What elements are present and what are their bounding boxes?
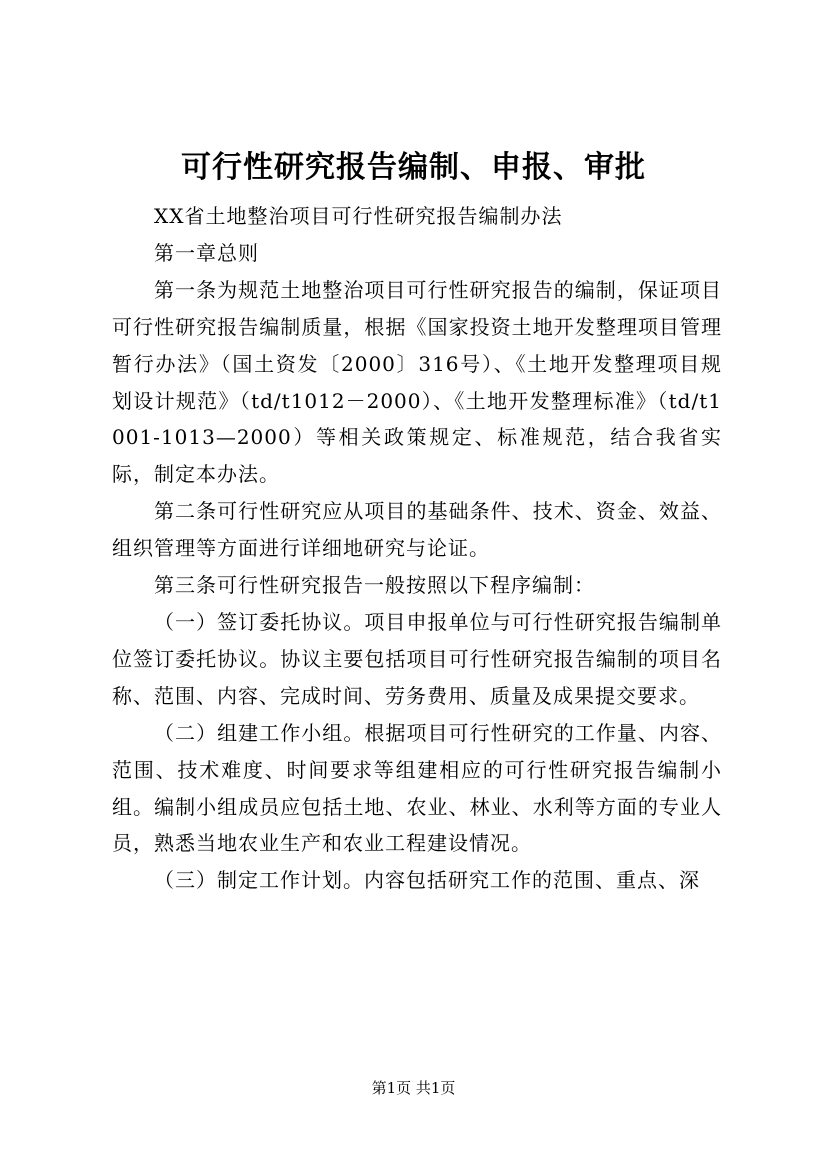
page-footer: 第1页 共1页 bbox=[371, 1079, 456, 1097]
chapter-heading: 第一章总则 bbox=[154, 240, 259, 265]
article-1-paragraph: 第一条为规范土地整治项目可行性研究报告的编制，保证项目可行性研究报告编制质量，根据《国家投资土地开发整理项目管理暂行办法》（国土资发〔2000〕316号）、《土地开发整理项目规划设计规范》（td/t1012－2000）、《土地开发整理标准》（td/t1001-1013—2000）等相关政策规定、标准规范，结合我省实际，制定本办法。 bbox=[112, 277, 722, 487]
procedure-item-2: （二）组建工作小组。根据项目可行性研究的工作量、内容、范围、技术难度、时间要求等组建相应的可行性研究报告编制小组。编制小组成员应包括土地、农业、林业、水利等方面的专业人员，熟悉当地农业生产和农业工程建设情况。 bbox=[112, 720, 722, 856]
article-2-paragraph: 第二条可行性研究应从项目的基础条件、技术、资金、效益、组织管理等方面进行详细地研究与论证。 bbox=[112, 499, 722, 561]
document-body bbox=[112, 198, 722, 899]
procedure-item-1: （一）签订委托协议。项目申报单位与可行性研究报告编制单位签订委托协议。协议主要包括项目可行性研究报告编制的项目名称、范围、内容、完成时间、劳务费用、质量及成果提交要求。 bbox=[112, 609, 722, 708]
procedure-item-3: （三）制定工作计划。内容包括研究工作的范围、重点、深 bbox=[154, 868, 700, 893]
document-title: 可行性研究报告编制、申报、审批 bbox=[181, 150, 646, 185]
document-subtitle: XX省土地整治项目可行性研究报告编制办法 bbox=[154, 204, 563, 228]
article-3-paragraph: 第三条可行性研究报告一般按照以下程序编制： bbox=[154, 573, 595, 598]
